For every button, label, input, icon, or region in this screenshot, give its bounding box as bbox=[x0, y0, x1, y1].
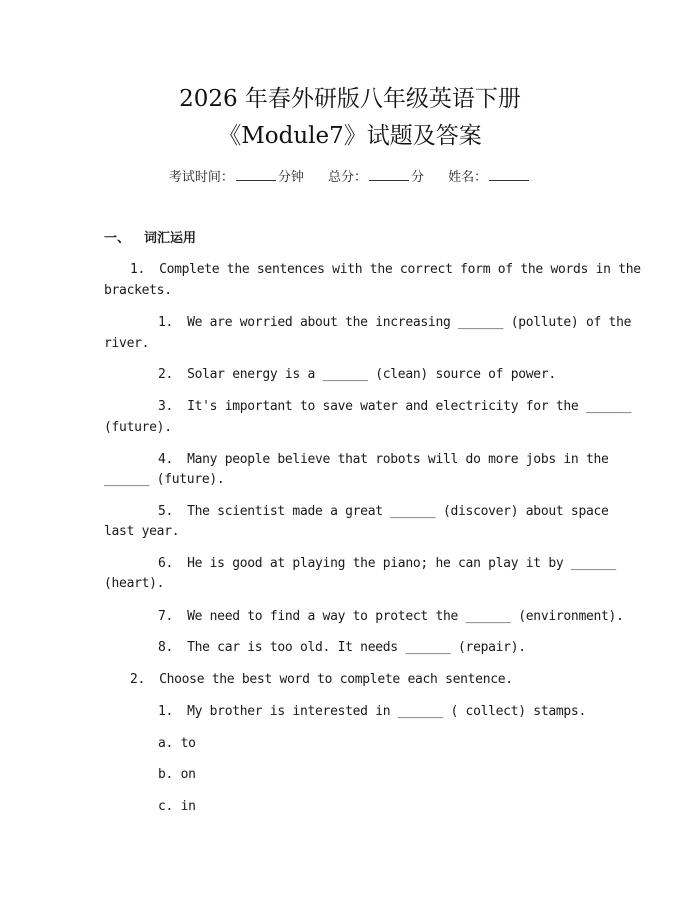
item-number: 4. bbox=[158, 452, 174, 467]
item-text: The scientist made a great ______ (discover) about space bbox=[187, 504, 609, 519]
q1-prompt-line-1 bbox=[130, 260, 641, 280]
item-number: 1. bbox=[158, 704, 174, 719]
title-line-2: 《Module7》试题及答案 bbox=[218, 123, 482, 149]
item-text: He is good at playing the piano; he can play it by ______ bbox=[187, 556, 617, 571]
name-blank bbox=[489, 168, 529, 181]
section-title: 词汇运用 bbox=[144, 231, 197, 246]
q2-prompt bbox=[130, 670, 513, 690]
score-label: 总分： bbox=[327, 170, 367, 185]
q1-item-6-cont: (heart). bbox=[104, 576, 165, 591]
item-number: 8. bbox=[158, 640, 174, 655]
item-number: 1. bbox=[158, 315, 174, 330]
item-number: 6. bbox=[158, 556, 174, 571]
q1-item-4-cont: ______ (future). bbox=[104, 472, 225, 487]
q1-item-3-cont: (future). bbox=[104, 420, 172, 435]
exam-time-unit: 分钟 bbox=[277, 170, 304, 185]
item-text: The car is too old. It needs ______ (repair). bbox=[187, 640, 526, 655]
q1-item-6 bbox=[158, 554, 616, 574]
exam-time bbox=[169, 170, 304, 185]
name-label: 姓名： bbox=[448, 170, 488, 185]
q2-prompt-text: Choose the best word to complete each sentence. bbox=[159, 672, 513, 687]
q2-option-c: c. in bbox=[158, 799, 196, 814]
q1-item-4 bbox=[158, 450, 609, 470]
section-number: 一、 bbox=[104, 231, 131, 246]
q1-item-7 bbox=[158, 607, 624, 627]
q2-number: 2. bbox=[130, 672, 146, 687]
section-heading bbox=[104, 229, 196, 249]
exam-time-label: 考试时间： bbox=[168, 170, 234, 185]
item-number: 2. bbox=[158, 367, 174, 382]
score-unit: 分 bbox=[411, 170, 425, 185]
q1-item-2 bbox=[158, 365, 556, 385]
item-text: It's important to save water and electricity for the ______ bbox=[187, 399, 632, 414]
q1-item-1 bbox=[158, 313, 631, 333]
q1-item-5-cont: last year. bbox=[104, 524, 180, 539]
item-number: 3. bbox=[158, 399, 174, 414]
q1-item-3 bbox=[158, 397, 631, 417]
q2-option-a: a. to bbox=[158, 736, 196, 751]
item-number: 5. bbox=[158, 504, 174, 519]
item-text: We need to find a way to protect the ______ (environment). bbox=[187, 609, 624, 624]
name bbox=[448, 170, 531, 185]
item-text: Many people believe that robots will do more jobs in the bbox=[187, 452, 609, 467]
q1-item-1-cont: river. bbox=[104, 336, 150, 351]
q1-item-5 bbox=[158, 502, 609, 522]
q1-item-8 bbox=[158, 638, 526, 658]
q1-prompt-line-2: brackets. bbox=[104, 283, 172, 298]
q2-option-b: b. on bbox=[158, 767, 196, 782]
exam-time-blank bbox=[236, 168, 276, 181]
title-line-1: 2026 年春外研版八年级英语下册 bbox=[179, 86, 521, 112]
item-number: 7. bbox=[158, 609, 174, 624]
q1-prompt-text-1: Complete the sentences with the correct form of the words in the bbox=[159, 262, 641, 277]
q2-item-1 bbox=[158, 702, 586, 722]
item-text: Solar energy is a ______ (clean) source of power. bbox=[187, 367, 556, 382]
q1-number: 1. bbox=[130, 262, 146, 277]
score bbox=[328, 170, 424, 185]
score-blank bbox=[369, 168, 409, 181]
item-text: We are worried about the increasing ______ (pollute) of the bbox=[187, 315, 632, 330]
item-text: My brother is interested in ______ ( collect) stamps. bbox=[187, 704, 586, 719]
exam-meta bbox=[0, 168, 700, 188]
